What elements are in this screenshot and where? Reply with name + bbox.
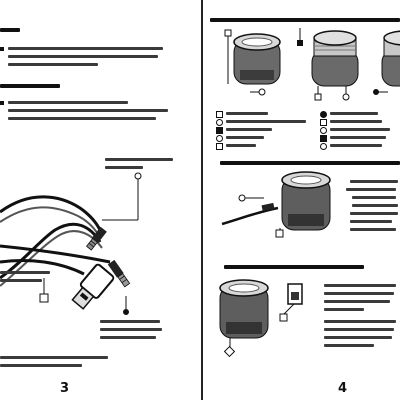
text-line (8, 101, 128, 104)
page-4 (202, 0, 400, 400)
text-line (324, 300, 390, 303)
text-line (8, 63, 98, 66)
page-number: 4 (338, 381, 348, 396)
text-line (350, 220, 392, 223)
legend-text (330, 136, 386, 139)
callout-text (100, 328, 162, 331)
legend-marker (320, 135, 327, 142)
speaker-icon (202, 26, 400, 106)
text-line (324, 292, 394, 295)
speaker-card-icon (202, 276, 322, 366)
text-line (8, 47, 163, 50)
legend-marker (216, 119, 223, 126)
legend-marker (320, 143, 327, 150)
text-line (324, 308, 364, 311)
text-line (324, 320, 396, 323)
legend-text (330, 120, 382, 123)
legend-text (226, 144, 256, 147)
bullet (0, 47, 4, 51)
legend-marker (216, 135, 223, 142)
footnote-text (0, 364, 82, 367)
callout-text (100, 320, 160, 323)
text-line (350, 212, 398, 215)
section-heading (224, 265, 364, 269)
legend-text (226, 128, 272, 131)
section-heading (210, 18, 400, 22)
callout-text (0, 271, 50, 274)
speaker-cable-icon (202, 168, 352, 248)
legend-text (330, 112, 378, 115)
section-heading (0, 28, 20, 32)
legend-text (330, 144, 382, 147)
section-heading (220, 161, 400, 165)
legend-marker (216, 143, 223, 150)
legend-marker (320, 111, 327, 118)
callout-text (0, 279, 42, 282)
text-line (324, 336, 392, 339)
bullet (0, 101, 4, 105)
cable-icon (0, 150, 202, 330)
legend-marker (216, 111, 223, 118)
page-number: 3 (60, 381, 70, 396)
legend-text (226, 136, 264, 139)
text-line (350, 180, 398, 183)
text-line (8, 117, 156, 120)
text-line (352, 196, 396, 199)
callout-text (100, 336, 156, 339)
text-line (324, 344, 374, 347)
legend-marker (216, 127, 223, 134)
legend-marker (320, 119, 327, 126)
text-line (346, 188, 396, 191)
footnote-text (0, 356, 108, 359)
text-line (324, 328, 394, 331)
legend-marker (320, 127, 327, 134)
legend-text (226, 112, 268, 115)
legend-text (330, 128, 390, 131)
text-line (352, 204, 398, 207)
text-line (324, 284, 396, 287)
legend-text (226, 120, 306, 123)
text-line (8, 55, 158, 58)
text-line (350, 228, 396, 231)
section-heading (0, 84, 60, 88)
text-line (8, 109, 168, 112)
